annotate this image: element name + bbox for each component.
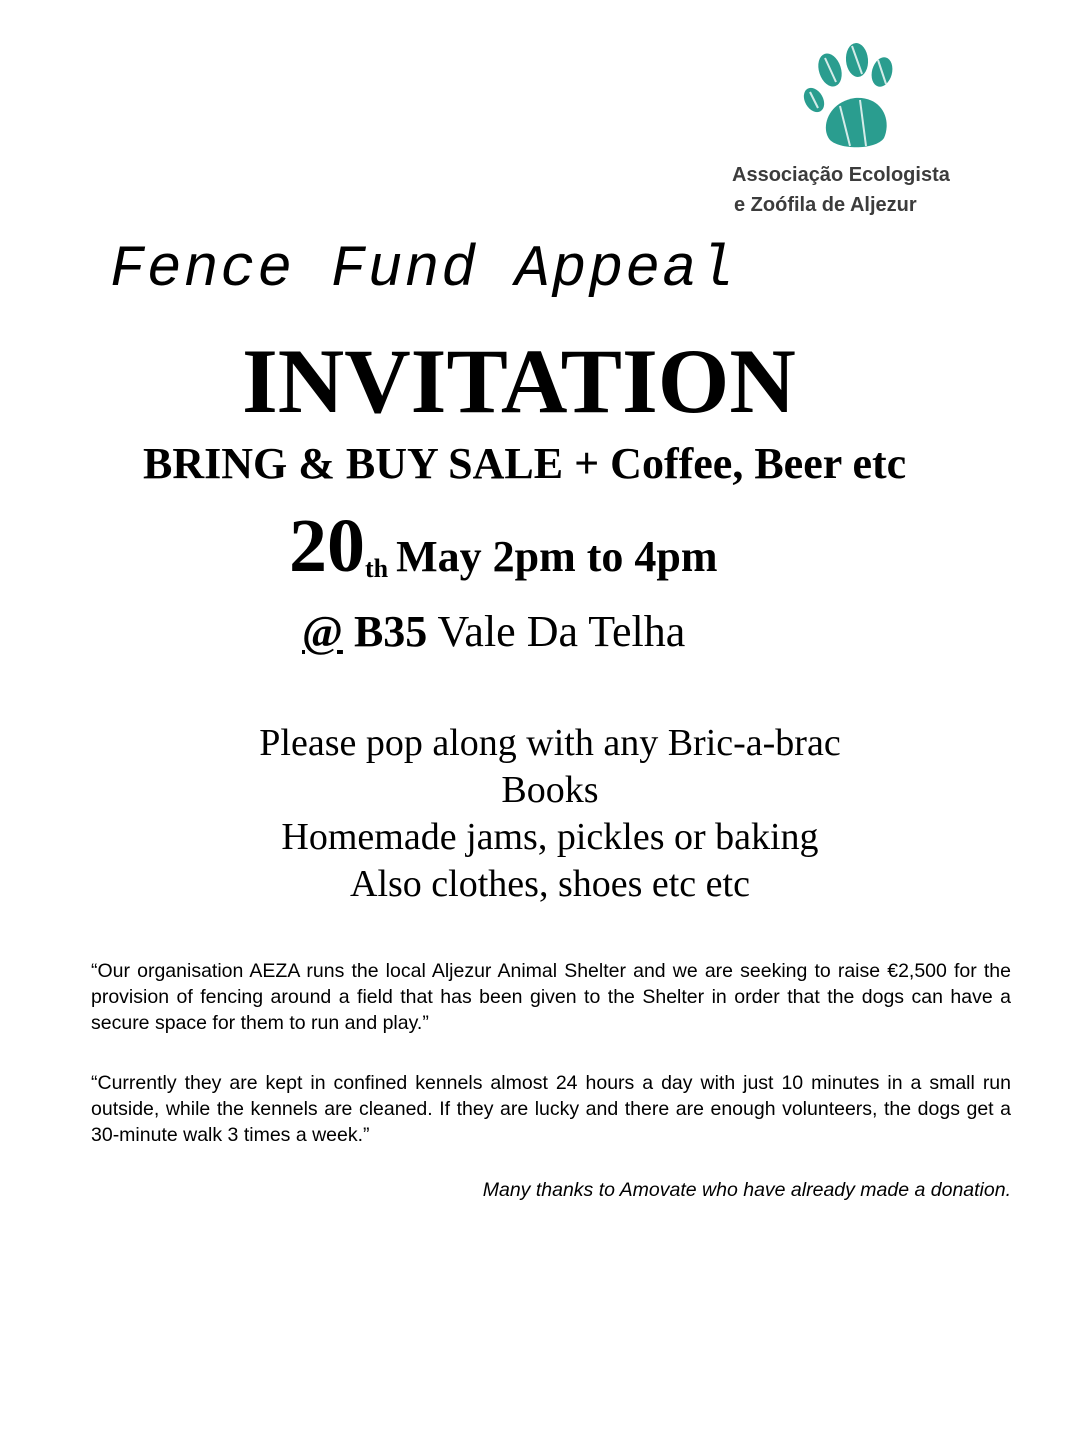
event-time: May 2pm to 4pm: [396, 532, 718, 581]
quote-paragraph-1: “Our organisation AEZA runs the local Aljezur Animal Shelter and we are seeking to raise €2,500 for the provision of fencing around a field that has been given to the Shelter in order that the dogs can have a secure space for them to run and play.”: [91, 960, 1011, 1034]
donation-item: Books: [501, 769, 599, 811]
venue-code: B35: [353, 607, 428, 656]
paw-print-icon: [800, 40, 910, 150]
thanks-note: Many thanks to Amovate who have already made a donation.: [482, 1179, 1011, 1201]
event-day: 20: [289, 504, 365, 588]
event-day-suffix: th: [365, 554, 389, 583]
donation-items: [0, 720, 1085, 908]
sale-line: BRING & BUY SALE + Coffee, Beer etc: [143, 439, 907, 488]
organisation-name: [732, 160, 950, 220]
quote-paragraph-2: “Currently they are kept in confined kennels almost 24 hours a day with just 10 minutes in a small run outside, while the kennels are cleaned. If they are lucky and there are enough volunteers, the dogs get a 30-minute walk 3 times a week.”: [91, 1072, 1011, 1146]
appeal-title: Fence Fund Appeal: [110, 238, 736, 303]
donation-item: Homemade jams, pickles or baking: [281, 816, 819, 858]
venue-place: Vale Da Telha: [437, 607, 686, 656]
event-date: [289, 506, 718, 609]
organisation-name-line1: Associação Ecologista: [732, 164, 950, 186]
venue-at-symbol: @: [302, 607, 343, 656]
invitation-heading: INVITATION: [242, 330, 796, 432]
donation-item: Also clothes, shoes etc etc: [350, 863, 750, 905]
donation-item: Please pop along with any Bric-a-brac: [259, 722, 841, 764]
event-venue: [302, 606, 685, 657]
organisation-name-line2: e Zoófila de Aljezur: [734, 194, 917, 216]
